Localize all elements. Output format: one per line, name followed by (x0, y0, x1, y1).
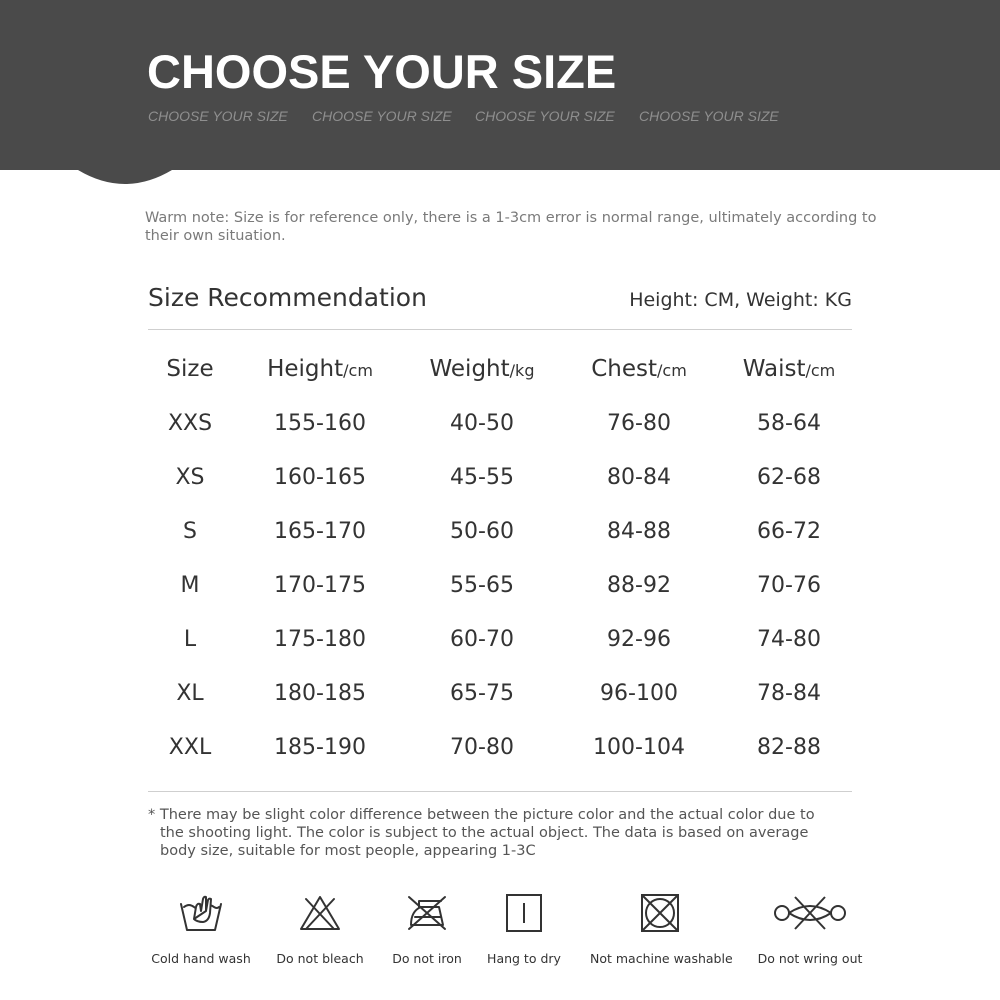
table-cell: 82-88 (757, 735, 821, 760)
table-cell: 60-70 (450, 627, 514, 652)
table-cell: 70-80 (450, 735, 514, 760)
care-label: Cold hand wash (151, 951, 251, 966)
no-wring-icon (773, 893, 847, 933)
table-cell: 78-84 (757, 681, 821, 706)
header-unit: /cm (805, 361, 836, 380)
table-cell: 58-64 (757, 411, 821, 436)
footnote (148, 806, 868, 860)
care-label: Do not iron (392, 951, 462, 966)
table-cell: 66-72 (757, 519, 821, 544)
table-cell: 100-104 (593, 735, 685, 760)
care-label: Hang to dry (487, 951, 561, 966)
no-iron-icon (405, 893, 449, 933)
table-cell: 55-65 (450, 573, 514, 598)
header-label: Waist (742, 356, 806, 382)
size-label: XS (175, 465, 205, 490)
hand-wash-icon (179, 893, 223, 933)
table-cell: 40-50 (450, 411, 514, 436)
footnote-line: the shooting light. The color is subject to the actual object. The data is based on average (160, 825, 809, 841)
table-cell: 74-80 (757, 627, 821, 652)
care-label: Not machine washable (590, 951, 733, 966)
table-cell: 65-75 (450, 681, 514, 706)
subtitle-repeat: CHOOSE YOUR SIZE (312, 108, 452, 124)
units-note: Height: CM, Weight: KG (629, 289, 852, 311)
table-cell: 76-80 (607, 411, 671, 436)
table-header (559, 356, 719, 382)
table-header (240, 356, 400, 382)
table-cell: 70-76 (757, 573, 821, 598)
size-label: L (183, 627, 197, 652)
subtitle-repeat: CHOOSE YOUR SIZE (475, 108, 615, 124)
section-title: Size Recommendation (148, 283, 427, 312)
table-cell: 62-68 (757, 465, 821, 490)
table-cell: 84-88 (607, 519, 671, 544)
header-label: Height (267, 356, 344, 382)
table-cell: 96-100 (600, 681, 678, 706)
table-cell: 160-165 (274, 465, 366, 490)
header-notch (0, 0, 1000, 200)
table-cell: 185-190 (274, 735, 366, 760)
size-label: S (183, 519, 197, 544)
header-label: Chest (591, 356, 657, 382)
size-label: XXS (167, 411, 213, 436)
size-label: M (180, 573, 200, 598)
header-unit: /cm (657, 361, 687, 380)
table-header (402, 356, 562, 382)
header-unit: /cm (343, 361, 373, 380)
no-machine-wash-icon (638, 893, 682, 933)
subtitle-repeat: CHOOSE YOUR SIZE (148, 108, 288, 124)
table-cell: 180-185 (274, 681, 366, 706)
table-cell: 88-92 (607, 573, 671, 598)
care-label: Do not wring out (757, 951, 863, 966)
table-cell: 155-160 (274, 411, 366, 436)
table-cell: 170-175 (274, 573, 366, 598)
divider (148, 329, 852, 330)
header-label: Weight (429, 356, 510, 382)
table-cell: 92-96 (607, 627, 671, 652)
care-label: Do not bleach (276, 951, 364, 966)
table-cell: 45-55 (450, 465, 514, 490)
subtitle-repeat: CHOOSE YOUR SIZE (639, 108, 779, 124)
hang-dry-icon (502, 893, 546, 933)
header-unit: /kg (509, 361, 535, 380)
header-label: Size (166, 356, 214, 382)
size-label: XXL (168, 735, 212, 760)
table-cell: 165-170 (274, 519, 366, 544)
table-cell: 50-60 (450, 519, 514, 544)
table-header (709, 356, 869, 382)
footnote-line: * There may be slight color difference between the picture color and the actual color due to (148, 807, 815, 823)
no-bleach-icon (298, 893, 342, 933)
size-label: XL (176, 681, 204, 706)
footnote-line: body size, suitable for most people, appearing 1-3C (160, 843, 536, 859)
table-cell: 175-180 (274, 627, 366, 652)
warm-note: Warm note: Size is for reference only, there is a 1-3cm error is normal range, ultimately according to their own situation. (145, 210, 877, 244)
divider (148, 791, 852, 792)
table-cell: 80-84 (607, 465, 671, 490)
page-title: CHOOSE YOUR SIZE (147, 45, 617, 98)
